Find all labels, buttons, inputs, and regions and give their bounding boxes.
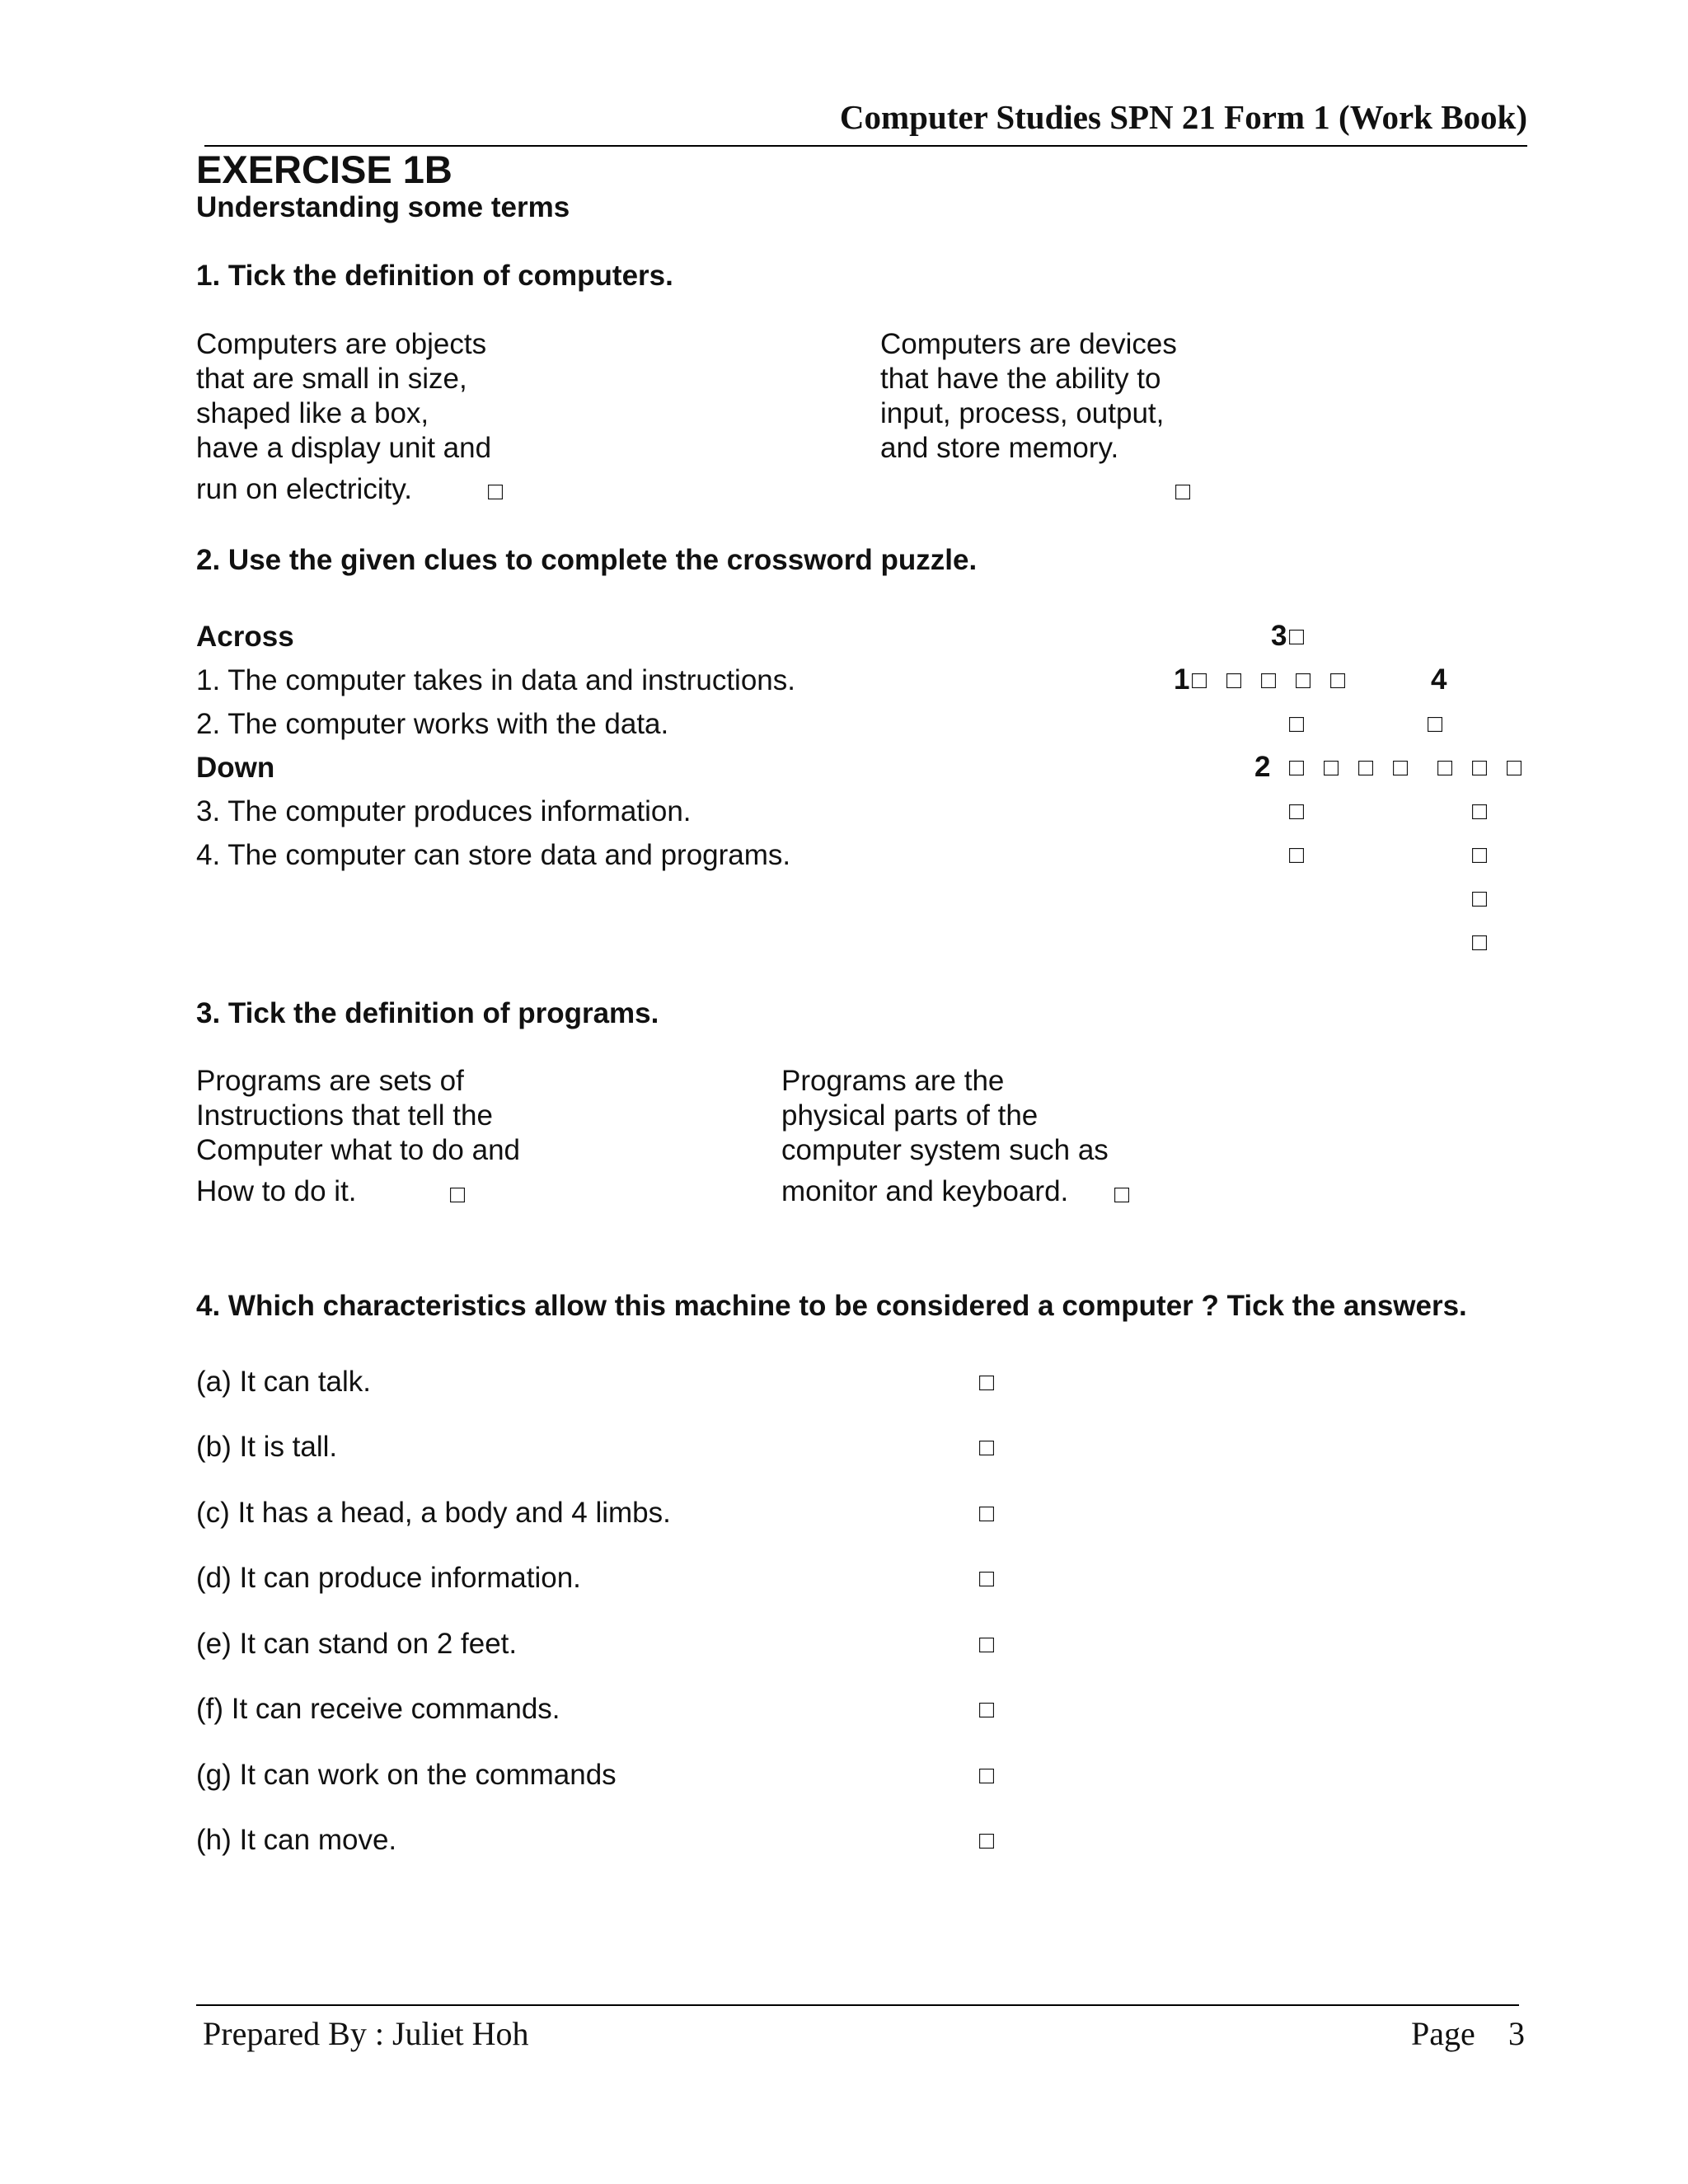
footer-page-label: Page: [1411, 2015, 1475, 2052]
crossword-number-2: 2: [1254, 751, 1271, 783]
crossword-cell[interactable]: □: [1472, 841, 1488, 869]
down-clue-4: 4. The computer can store data and programs.: [196, 839, 791, 871]
q1-heading: 1. Tick the definition of computers.: [196, 260, 673, 292]
q1-option-b-checkbox[interactable]: □: [1175, 478, 1191, 505]
down-clue-3: 3. The computer produces information.: [196, 795, 692, 827]
exercise-title: EXERCISE 1B: [196, 148, 452, 191]
footer-divider: [196, 2004, 1519, 2006]
q4-option-b-checkbox[interactable]: □: [979, 1434, 995, 1461]
crossword-cell[interactable]: □: [1289, 623, 1305, 650]
q4-option-h: (h) It can move.: [196, 1824, 397, 1856]
crossword-cell[interactable]: □: [1472, 885, 1488, 912]
crossword-cell[interactable]: □: [1289, 754, 1305, 781]
crossword-cell[interactable]: □: [1296, 667, 1311, 694]
q3-option-b-checkbox[interactable]: □: [1114, 1181, 1130, 1208]
q1-option-b: Computers are devices that have the ability to input, process, output, and store memory.: [880, 328, 1177, 464]
running-header: Computer Studies SPN 21 Form 1 (Work Book): [839, 98, 1527, 136]
q4-option-g-checkbox[interactable]: □: [979, 1762, 995, 1789]
q4-option-d: (d) It can produce information.: [196, 1562, 581, 1594]
q4-option-c-checkbox[interactable]: □: [979, 1500, 995, 1527]
q4-option-e-checkbox[interactable]: □: [979, 1631, 995, 1658]
q4-heading: 4. Which characteristics allow this machine to be considered a computer ? Tick the answers.: [196, 1290, 1467, 1322]
q4-option-h-checkbox[interactable]: □: [979, 1827, 995, 1854]
crossword-number-1: 1: [1174, 663, 1190, 696]
footer-prepared-by: Prepared By : Juliet Hoh: [203, 2015, 529, 2052]
q1-option-a-checkbox[interactable]: □: [488, 478, 504, 505]
crossword-number-4: 4: [1431, 663, 1447, 696]
crossword-number-3: 3: [1271, 620, 1287, 652]
crossword-cell[interactable]: □: [1226, 667, 1242, 694]
crossword-cell[interactable]: □: [1289, 841, 1305, 869]
crossword-cell[interactable]: □: [1330, 667, 1346, 694]
q2-heading: 2. Use the given clues to complete the crossword puzzle.: [196, 544, 978, 576]
crossword-cell[interactable]: □: [1507, 754, 1522, 781]
q4-option-g: (g) It can work on the commands: [196, 1759, 617, 1791]
across-clue-1: 1. The computer takes in data and instructions.: [196, 664, 795, 696]
crossword-cell[interactable]: □: [1472, 754, 1488, 781]
footer-page-number: 3: [1508, 2015, 1525, 2052]
down-label: Down: [196, 752, 275, 784]
q3-heading: 3. Tick the definition of programs.: [196, 997, 659, 1029]
q4-option-a: (a) It can talk.: [196, 1366, 372, 1398]
crossword-cell[interactable]: □: [1472, 929, 1488, 956]
crossword-cell[interactable]: □: [1261, 667, 1277, 694]
crossword-cell[interactable]: □: [1437, 754, 1453, 781]
crossword-cell[interactable]: □: [1289, 710, 1305, 738]
q1-option-a: Computers are objects that are small in size, shaped like a box, have a display unit and run on electricity.: [196, 328, 492, 505]
q3-option-a-checkbox[interactable]: □: [450, 1181, 466, 1208]
across-clue-2: 2. The computer works with the data.: [196, 708, 669, 740]
q4-option-c: (c) It has a head, a body and 4 limbs.: [196, 1497, 671, 1529]
q4-option-d-checkbox[interactable]: □: [979, 1565, 995, 1592]
across-label: Across: [196, 621, 294, 653]
q3-option-b: Programs are the physical parts of the computer system such as monitor and keyboard.: [781, 1065, 1109, 1207]
q4-option-f: (f) It can receive commands.: [196, 1693, 560, 1725]
q4-option-a-checkbox[interactable]: □: [979, 1369, 995, 1396]
exercise-subtitle: Understanding some terms: [196, 191, 570, 223]
crossword-cell[interactable]: □: [1358, 754, 1374, 781]
crossword-cell[interactable]: □: [1289, 798, 1305, 825]
crossword-cell[interactable]: □: [1192, 667, 1207, 694]
crossword-cell[interactable]: □: [1428, 710, 1443, 738]
crossword-cell[interactable]: □: [1393, 754, 1409, 781]
q4-option-f-checkbox[interactable]: □: [979, 1696, 995, 1723]
q4-option-b: (b) It is tall.: [196, 1431, 338, 1463]
q4-option-e: (e) It can stand on 2 feet.: [196, 1628, 518, 1660]
crossword-cell[interactable]: □: [1324, 754, 1339, 781]
crossword-cell[interactable]: □: [1472, 798, 1488, 825]
q3-option-a: Programs are sets of Instructions that tell the Computer what to do and How to do it.: [196, 1065, 521, 1207]
